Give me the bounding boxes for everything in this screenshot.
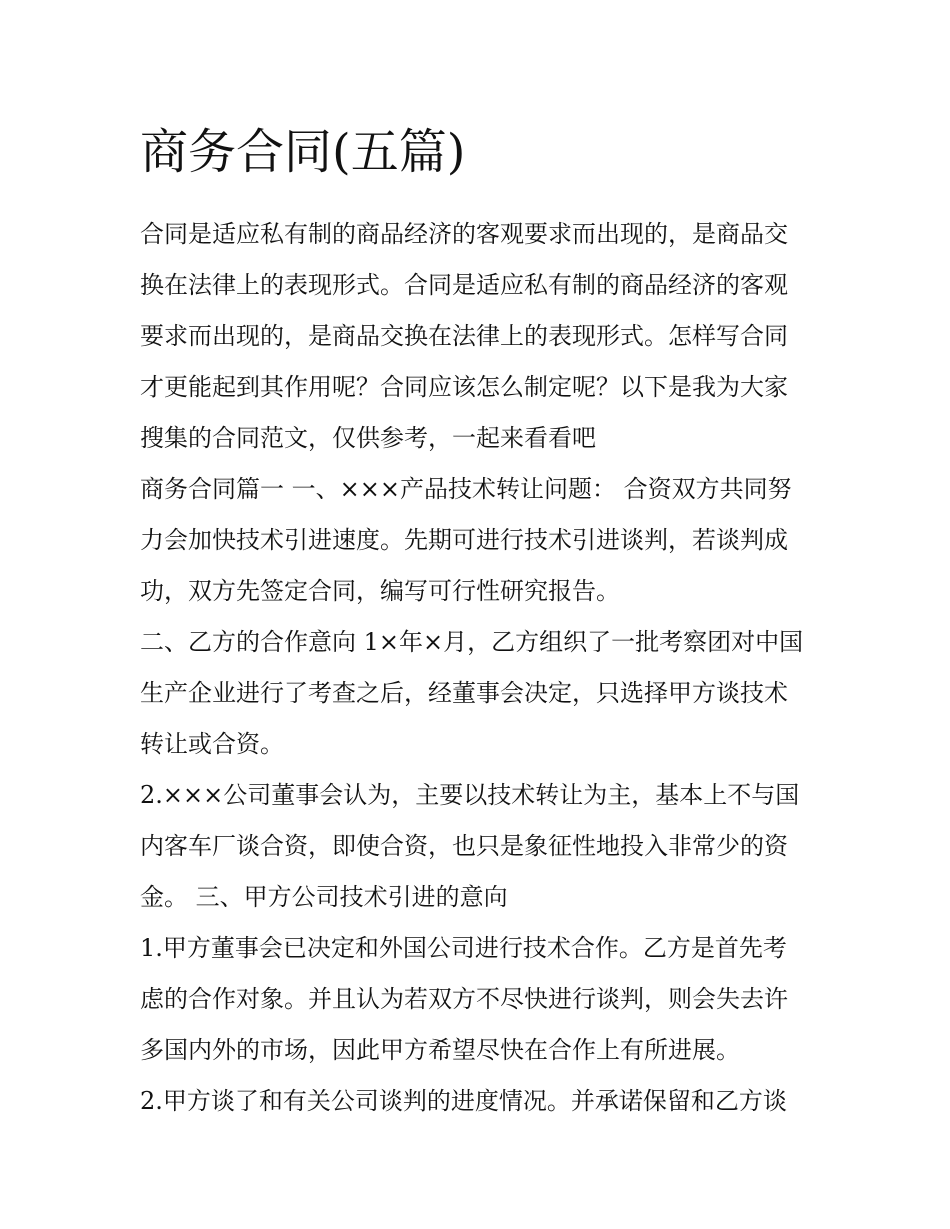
body-line: 虑的合作对象。并且认为若双方不尽快进行谈判，则会失去许 — [140, 985, 788, 1013]
body-line: 金。 三、甲方公司技术引进的意向 — [140, 883, 508, 911]
body-line: 1.甲方董事会已决定和外国公司进行技术合作。乙方是首先考 — [140, 934, 787, 962]
body-line: 2.甲方谈了和有关公司谈判的进度情况。并承诺保留和乙方谈 — [140, 1087, 787, 1115]
body-line: 商务合同篇一 一、×××产品技术转让问题： 合资双方共同努 — [140, 475, 792, 503]
document-page — [140, 115, 820, 1127]
body-line: 要求而出现的，是商品交换在法律上的表现形式。怎样写合同 — [140, 322, 788, 350]
body-line: 2.×××公司董事会认为，主要以技术转让为主，基本上不与国 — [140, 781, 800, 809]
body-line: 内客车厂谈合资，即使合资，也只是象征性地投入非常少的资 — [140, 832, 788, 860]
body-line: 多国内外的市场，因此甲方希望尽快在合作上有所进展。 — [140, 1036, 740, 1064]
document-title: 商务合同(五篇) — [140, 124, 466, 180]
body-line: 合同是适应私有制的商品经济的客观要求而出现的，是商品交 — [140, 220, 788, 248]
document-body — [140, 209, 820, 1127]
body-line: 生产企业进行了考查之后，经董事会决定，只选择甲方谈技术 — [140, 679, 788, 707]
body-line: 力会加快技术引进速度。先期可进行技术引进谈判，若谈判成 — [140, 526, 788, 554]
body-line: 二、乙方的合作意向 1×年×月，乙方组织了一批考察团对中国 — [140, 628, 804, 656]
body-line: 才更能起到其作用呢？合同应该怎么制定呢？以下是我为大家 — [140, 373, 788, 401]
body-line: 功，双方先签定合同，编写可行性研究报告。 — [140, 577, 620, 605]
body-line: 换在法律上的表现形式。合同是适应私有制的商品经济的客观 — [140, 271, 788, 299]
body-line: 搜集的合同范文，仅供参考，一起来看看吧 — [140, 424, 596, 452]
body-line: 转让或合资。 — [140, 730, 284, 758]
